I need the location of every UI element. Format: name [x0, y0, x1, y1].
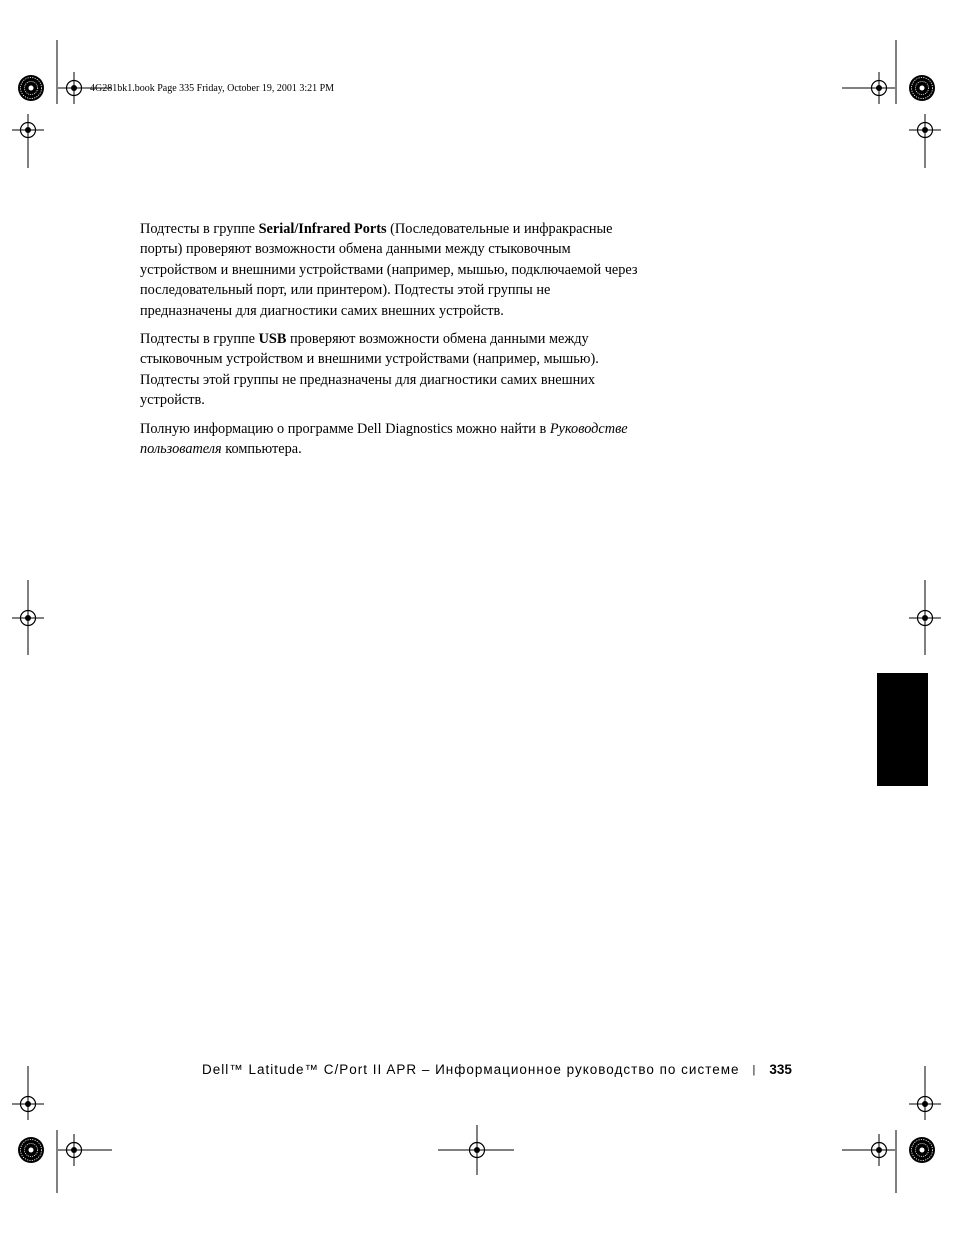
paragraph-text: (Последовательные и инфракрасные порты) проверяют возможности обмена данными между стыковочным устройством и внешними устройствами (например, мышью, подключаемой через последовательный порт, или принтером). Подтесты этой группы не предназначены для диагностики самих внешних устройств.: [140, 221, 638, 319]
star-target-icon: [909, 75, 935, 101]
paragraph-text: Подтесты в группе: [140, 221, 259, 237]
star-target-icon: [909, 1137, 935, 1163]
paragraph-text: Подтесты в группе: [140, 331, 259, 348]
paragraph-text: проверяют возможности обмена данными между стыковочным устройством и внешними устройствами (например, мышью). Подтесты этой группы не предназначены для диагностики самих внешних устройств.: [140, 331, 599, 409]
term-usb: USB: [258, 331, 287, 348]
registration-mark-icon: [863, 72, 895, 104]
footer-title: Dell™ Latitude™ C/Port II APR – Информационное руководство по системе: [202, 1062, 740, 1077]
print-slug: 4G281bk1.book Page 335 Friday, October 19, 2001 3:21 PM: [90, 83, 335, 94]
page-number: 335: [769, 1062, 792, 1077]
registration-mark-icon: [12, 1088, 44, 1120]
star-target-icon: [18, 1137, 44, 1163]
registration-mark-icon: [909, 114, 941, 146]
term-serial-infrared-ports: Serial/Infrared Ports: [258, 221, 387, 237]
footer-separator: |: [752, 1064, 757, 1076]
registration-mark-icon: [12, 602, 44, 634]
registration-mark-icon: [863, 1134, 895, 1166]
paragraph-text: Полную информацию о программе Dell Diagnostics можно найти в: [140, 420, 550, 437]
star-target-icon: [18, 75, 44, 101]
registration-mark-icon: [909, 1088, 941, 1120]
users-guide-reference: Руководстве пользователя: [140, 420, 628, 458]
registration-mark-icon: [909, 602, 941, 634]
registration-mark-icon: [12, 114, 44, 146]
registration-mark-icon: [58, 1134, 90, 1166]
registration-mark-icon: [58, 72, 90, 104]
registration-mark-icon: [461, 1134, 493, 1166]
paragraph-text: компьютера.: [221, 441, 302, 458]
